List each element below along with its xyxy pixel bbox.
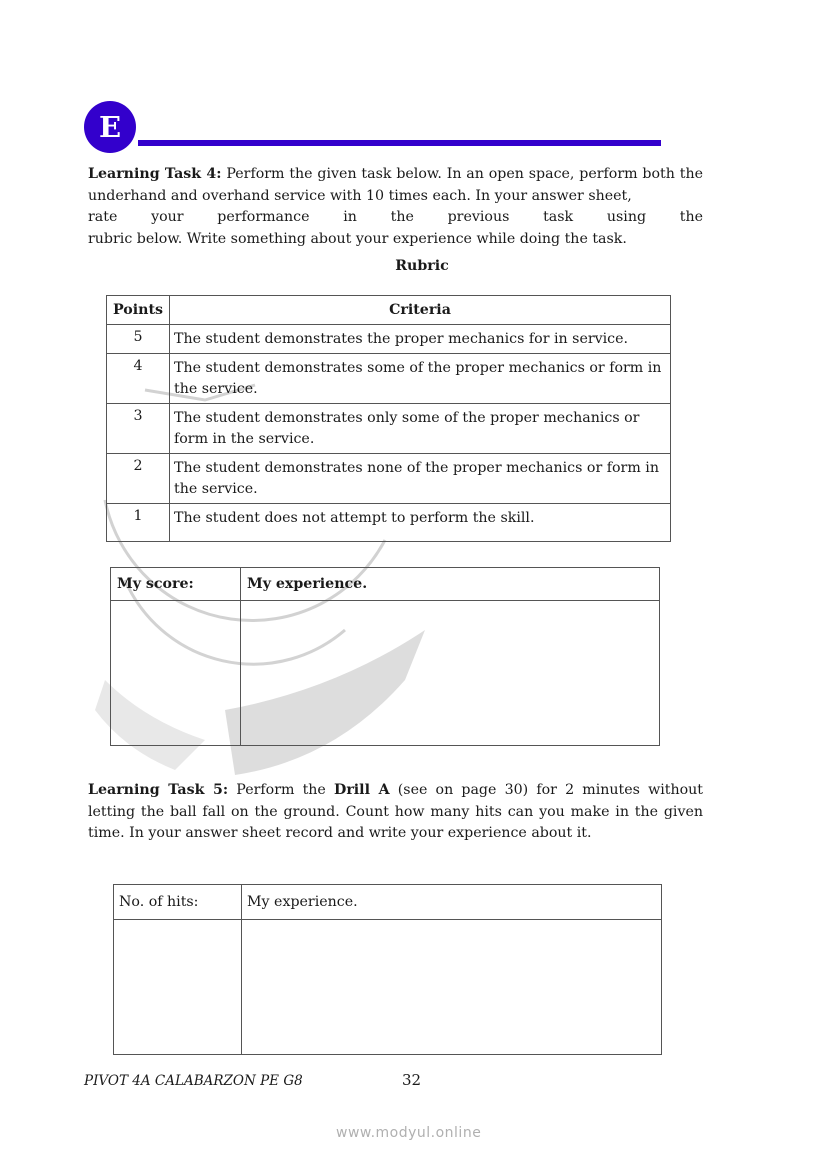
section-divider-rule xyxy=(138,140,661,146)
rubric-points: 5 xyxy=(107,325,170,354)
hits-answer-row xyxy=(114,920,662,1055)
rubric-table xyxy=(106,295,671,542)
rubric-row xyxy=(107,403,671,453)
task4-label: Learning Task 4: xyxy=(88,166,222,182)
task4-text-line3: rate your performance in the previous task using the xyxy=(88,209,703,225)
no-of-hits-header: No. of hits: xyxy=(114,885,242,920)
task4-text-line4: rubric below. Write something about your experience while doing the task. xyxy=(88,230,627,247)
badge-letter: E xyxy=(98,110,122,144)
my-score-header: My score: xyxy=(111,568,241,601)
my-experience-field[interactable] xyxy=(241,601,660,746)
rubric-points: 4 xyxy=(107,353,170,403)
site-watermark: www.modyul.online xyxy=(336,1125,482,1141)
score-answer-row xyxy=(111,601,660,746)
rubric-points: 2 xyxy=(107,453,170,503)
page-number: 32 xyxy=(402,1071,422,1089)
hits-experience-header: My experience. xyxy=(242,885,662,920)
rubric-row xyxy=(107,353,671,403)
hits-experience-field[interactable] xyxy=(242,920,662,1055)
learning-task-5-instructions xyxy=(88,780,703,845)
my-score-field[interactable] xyxy=(111,601,241,746)
rubric-criteria: The student demonstrates only some of the proper mechanics or form in the service. xyxy=(170,403,671,453)
score-header-row xyxy=(111,568,660,601)
no-of-hits-field[interactable] xyxy=(114,920,242,1055)
criteria-header: Criteria xyxy=(170,296,671,325)
rubric-criteria: The student demonstrates none of the proper mechanics or form in the service. xyxy=(170,453,671,503)
drill-a-reference: Drill A xyxy=(334,782,390,798)
my-experience-header: My experience. xyxy=(241,568,660,601)
rubric-points: 1 xyxy=(107,503,170,541)
rubric-criteria: The student does not attempt to perform the skill. xyxy=(170,503,671,541)
task5-label: Learning Task 5: xyxy=(88,782,229,798)
learning-task-4-instructions xyxy=(88,164,703,250)
task5-text-b: (see on page 30) for 2 minutes without letting the ball fall on the ground. Count how many hits can you make in the given time. In your answer sheet record and write your experience about it. xyxy=(88,782,703,841)
rubric-criteria: The student demonstrates the proper mechanics for in service. xyxy=(170,325,671,354)
section-e-badge xyxy=(84,101,136,153)
score-answer-table xyxy=(110,567,660,746)
rubric-criteria: The student demonstrates some of the proper mechanics or form in the service. xyxy=(170,353,671,403)
rubric-points: 3 xyxy=(107,403,170,453)
task4-text: Perform the given task below. In an open space, perform both the underhand and overhand service with 10 times each. In your answer sheet, xyxy=(88,166,703,204)
footer-module-title: PIVOT 4A CALABARZON PE G8 xyxy=(84,1073,303,1089)
hits-answer-table xyxy=(113,884,662,1055)
rubric-header-row xyxy=(107,296,671,325)
rubric-row xyxy=(107,453,671,503)
rubric-row xyxy=(107,325,671,354)
points-header: Points xyxy=(107,296,170,325)
rubric-row xyxy=(107,503,671,541)
hits-header-row xyxy=(114,885,662,920)
task5-text-a: Perform the xyxy=(228,782,335,798)
rubric-title: Rubric xyxy=(395,258,449,274)
